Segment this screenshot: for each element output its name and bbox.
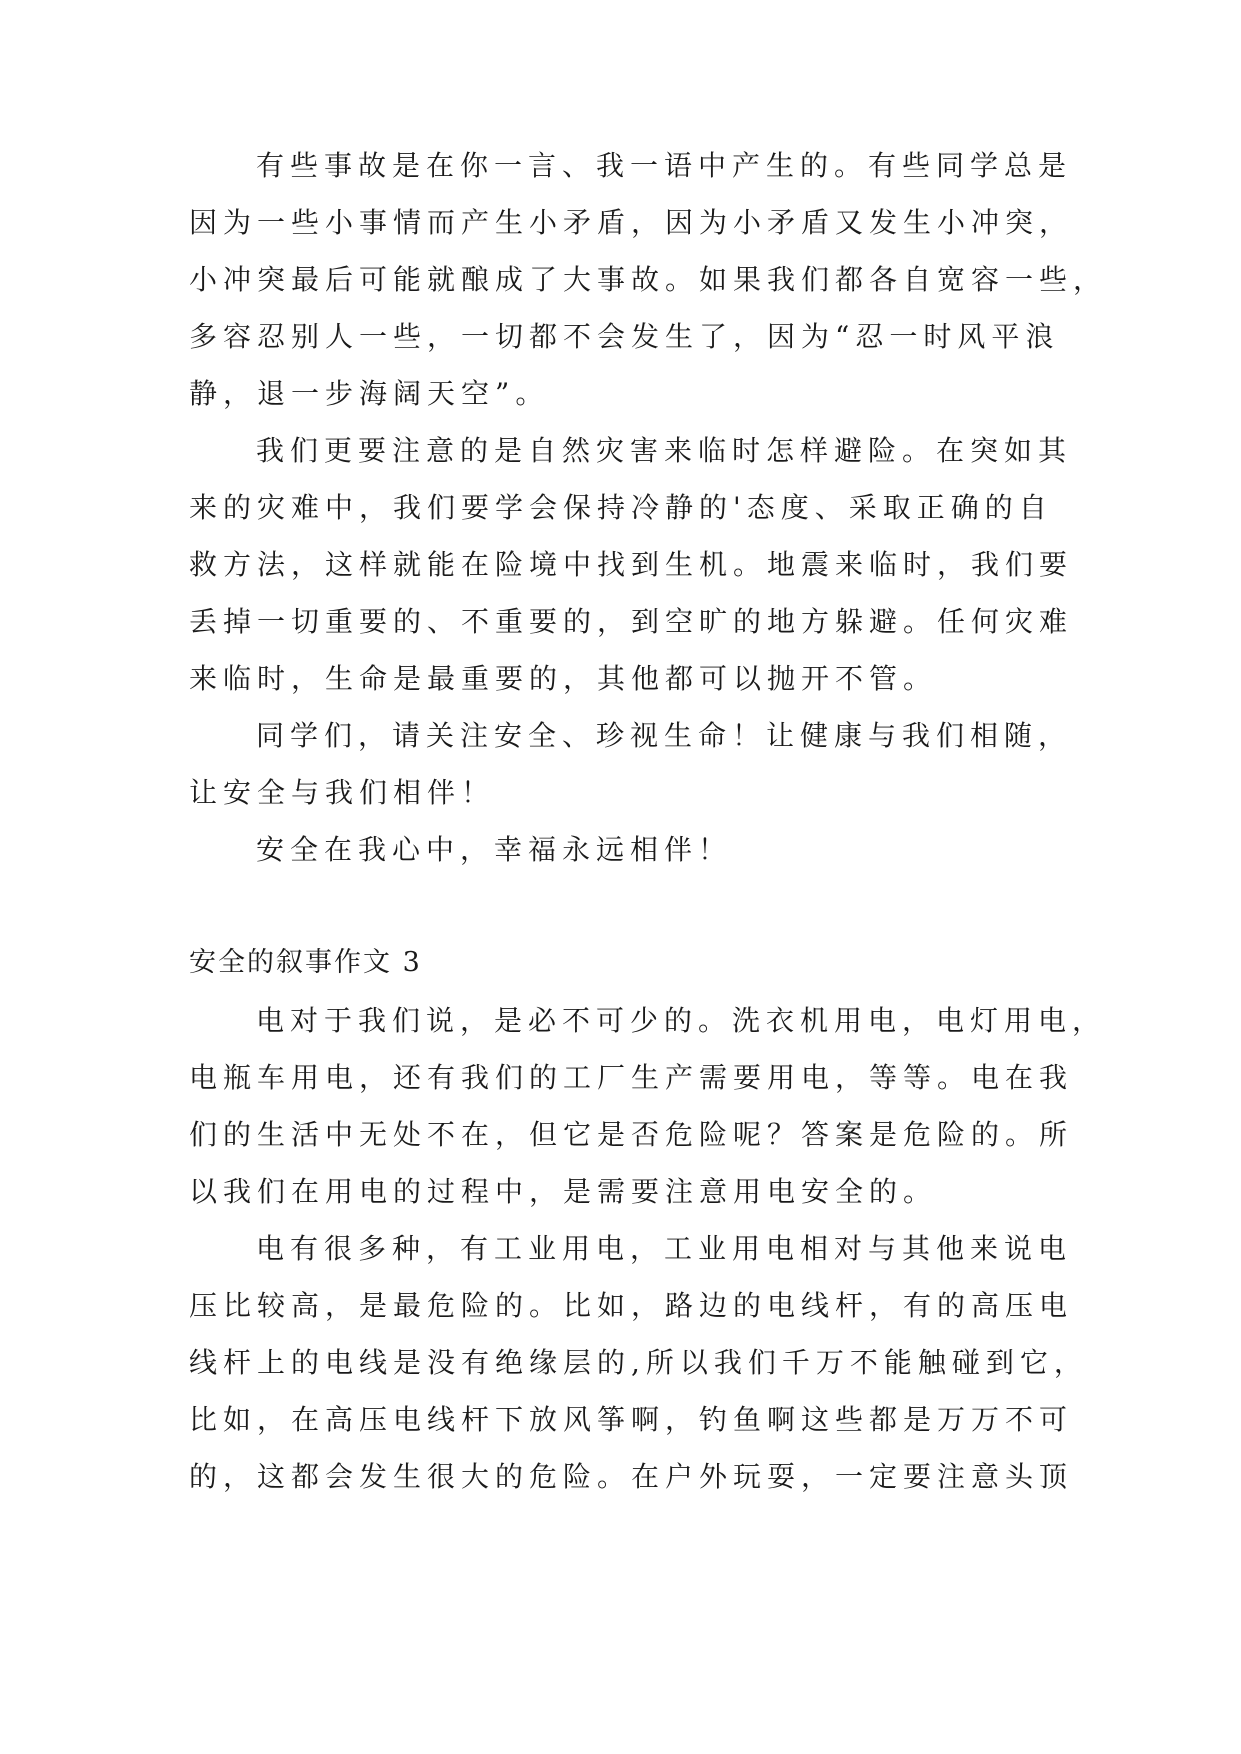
paragraph-line: 来临时，生命是最重要的，其他都可以抛开不管。 (189, 662, 938, 695)
paragraph-line: 同学们，请关注安全、珍视生命！让健康与我们相随， (256, 719, 1073, 752)
paragraph-line: 们的生活中无处不在，但它是否危险呢？答案是危险的。所 (189, 1118, 1074, 1151)
paragraph-line: 来的灾难中，我们要学会保持冷静的'态度、采取正确的自 (189, 491, 1053, 524)
paragraph-line: 电瓶车用电，还有我们的工厂生产需要用电，等等。电在我 (189, 1061, 1074, 1094)
paragraph-line: 因为一些小事情而产生小矛盾，因为小矛盾又发生小冲突， (189, 206, 1074, 239)
paragraph-line: 丢掉一切重要的、不重要的，到空旷的地方躲避。任何灾难 (189, 605, 1074, 638)
paragraph-line: 电有很多种，有工业用电，工业用电相对与其他来说电 (256, 1232, 1073, 1265)
paragraph-line: 电对于我们说，是必不可少的。洗衣机用电，电灯用电， (256, 1004, 1107, 1037)
section-title: 安全的叙事作文 3 (189, 947, 422, 978)
paragraph-line: 我们更要注意的是自然灾害来临时怎样避险。在突如其 (256, 434, 1073, 467)
paragraph-line: 有些事故是在你一言、我一语中产生的。有些同学总是 (256, 149, 1073, 182)
paragraph-line: 的，这都会发生很大的危险。在户外玩耍，一定要注意头顶 (189, 1460, 1074, 1493)
paragraph-line: 压比较高，是最危险的。比如，路边的电线杆，有的高压电 (189, 1289, 1074, 1322)
paragraph-line: 以我们在用电的过程中，是需要注意用电安全的。 (189, 1175, 938, 1208)
paragraph-line: 多容忍别人一些，一切都不会发生了，因为“忍一时风平浪 (189, 320, 1060, 353)
paragraph-line: 小冲突最后可能就酿成了大事故。如果我们都各自宽容一些， (189, 263, 1108, 296)
paragraph-line: 线杆上的电线是没有绝缘层的,所以我们千万不能触碰到它， (189, 1346, 1088, 1379)
paragraph-line: 让安全与我们相伴！ (189, 776, 496, 809)
paragraph-line: 静，退一步海阔天空”。 (189, 377, 550, 410)
paragraph-line: 救方法，这样就能在险境中找到生机。地震来临时，我们要 (189, 548, 1074, 581)
paragraph-line: 比如，在高压电线杆下放风筝啊，钓鱼啊这些都是万万不可 (189, 1403, 1074, 1436)
paragraph-line: 安全在我心中，幸福永远相伴！ (256, 833, 733, 866)
